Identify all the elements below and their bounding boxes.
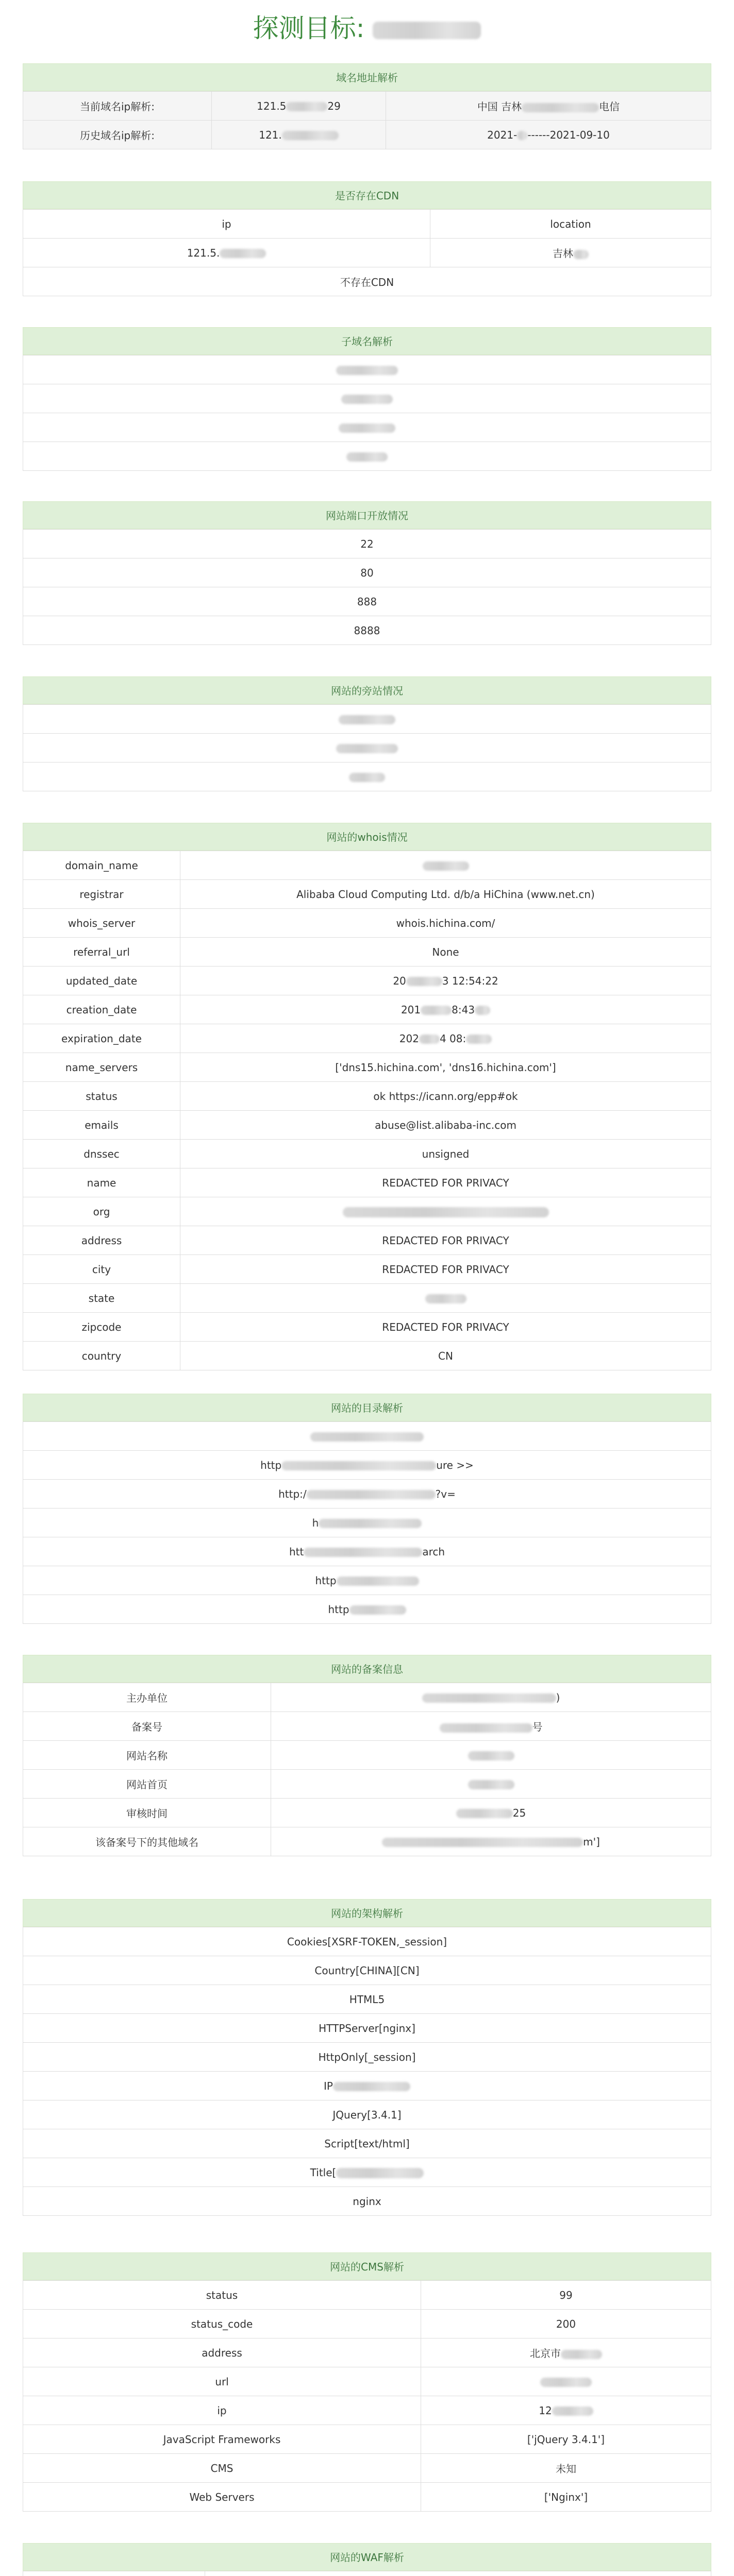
table-row (23, 1683, 711, 1712)
field-value: 200 (421, 2310, 711, 2338)
field-value: ok https://icann.org/epp#ok (180, 1082, 711, 1111)
list-item: htt arch (23, 1537, 711, 1566)
ip-value: 121.5. (23, 239, 430, 267)
field-value: REDACTED FOR PRIVACY (180, 1255, 711, 1284)
table-row (23, 967, 711, 995)
field-value: 20 3 12:54:22 (180, 967, 711, 995)
field-key: Web Servers (23, 2483, 421, 2512)
list-item (23, 530, 711, 558)
table-row (23, 1024, 711, 1053)
table-row (23, 1168, 711, 1197)
section-waf (23, 2543, 711, 2576)
row-label: 历史域名ip解析: (23, 121, 212, 149)
table-row (23, 2454, 711, 2483)
field-key (23, 2571, 205, 2576)
list-item: h (23, 1509, 711, 1537)
port-value: 8888 (23, 616, 711, 645)
field-key: name_servers (23, 1053, 180, 1082)
list-item (23, 705, 711, 734)
table-row (23, 1053, 711, 1082)
field-value (205, 2571, 711, 2576)
section-title: 网站的WAF解析 (23, 2543, 711, 2571)
table-row (23, 1827, 711, 1856)
column-header: location (430, 210, 711, 239)
field-key: JavaScript Frameworks (23, 2425, 421, 2454)
table-row (23, 1313, 711, 1342)
section-title: 网站的CMS解析 (23, 2252, 711, 2280)
table-row (23, 2425, 711, 2454)
port-value: 22 (23, 530, 711, 558)
field-value: ) (271, 1683, 711, 1712)
list-item: IP (23, 2072, 711, 2100)
redacted-value (339, 715, 395, 724)
field-value: ['jQuery 3.4.1'] (421, 2425, 711, 2454)
field-value: REDACTED FOR PRIVACY (180, 1168, 711, 1197)
section-directories (23, 1394, 711, 1624)
table-row (23, 1197, 711, 1226)
field-value (180, 1197, 711, 1226)
list-item (23, 384, 711, 413)
field-key: status_code (23, 2310, 421, 2338)
table-row (23, 239, 711, 267)
field-value (271, 1770, 711, 1799)
field-key: city (23, 1255, 180, 1284)
section-ports (23, 501, 711, 645)
field-key: 备案号 (23, 1712, 271, 1741)
field-value: None (180, 938, 711, 967)
field-key: dnssec (23, 1140, 180, 1168)
field-key: updated_date (23, 967, 180, 995)
section-title: 网站端口开放情况 (23, 501, 711, 529)
section-title: 网站的架构解析 (23, 1899, 711, 1927)
field-key: creation_date (23, 995, 180, 1024)
field-key: domain_name (23, 851, 180, 880)
table-row (23, 2367, 711, 2396)
field-key: url (23, 2367, 421, 2396)
list-item: nginx (23, 2187, 711, 2216)
field-value (180, 1284, 711, 1313)
field-value: 201 8:43 (180, 995, 711, 1024)
ip-value: 121.5 29 (212, 92, 386, 121)
field-key: zipcode (23, 1313, 180, 1342)
table-row (23, 1255, 711, 1284)
field-key: org (23, 1197, 180, 1226)
table-row (23, 995, 711, 1024)
table-row (23, 2396, 711, 2425)
list-item (23, 355, 711, 384)
field-key: 网站名称 (23, 1741, 271, 1770)
field-key: referral_url (23, 938, 180, 967)
field-key: status (23, 2281, 421, 2310)
list-item (23, 413, 711, 442)
field-key: 该备案号下的其他域名 (23, 1827, 271, 1856)
list-item: Cookies[XSRF-TOKEN,_session] (23, 1927, 711, 1956)
field-key: state (23, 1284, 180, 1313)
field-key: status (23, 1082, 180, 1111)
redacted-value (349, 773, 385, 782)
date-range-value: 2021- ------2021-09-10 (386, 121, 711, 149)
field-value: m'] (271, 1827, 711, 1856)
field-value (180, 851, 711, 880)
location-value: 中国 吉林 电信 (386, 92, 711, 121)
table-row (23, 2571, 711, 2576)
list-item: Script[text/html] (23, 2129, 711, 2158)
field-value: ['Nginx'] (421, 2483, 711, 2512)
redacted-value (336, 366, 398, 375)
field-key: expiration_date (23, 1024, 180, 1053)
table-row (23, 1284, 711, 1313)
field-value: ['dns15.hichina.com', 'dns16.hichina.com'] (180, 1053, 711, 1082)
list-item: Title[ (23, 2158, 711, 2187)
section-ip-resolution (23, 63, 711, 149)
section-title: 子域名解析 (23, 327, 711, 355)
redacted-value (336, 744, 398, 753)
field-value: 北京市 (421, 2338, 711, 2367)
redacted-value (341, 395, 393, 404)
table-row (23, 1342, 711, 1370)
list-item: http (23, 1595, 711, 1624)
table-row (23, 1799, 711, 1827)
table-row (23, 1712, 711, 1741)
section-subdomains (23, 327, 711, 471)
field-key: country (23, 1342, 180, 1370)
table-row (23, 92, 711, 121)
field-key: address (23, 2338, 421, 2367)
section-title: 网站的备案信息 (23, 1655, 711, 1683)
port-value: 80 (23, 558, 711, 587)
table-row (23, 1741, 711, 1770)
redacted-value (346, 452, 388, 462)
section-icp (23, 1655, 711, 1856)
field-key: CMS (23, 2454, 421, 2483)
field-value: 号 (271, 1712, 711, 1741)
field-key: registrar (23, 880, 180, 909)
field-key: 主办单位 (23, 1683, 271, 1712)
field-key: name (23, 1168, 180, 1197)
field-value: 12 (421, 2396, 711, 2425)
table-row (23, 1140, 711, 1168)
list-item (23, 558, 711, 587)
table-row (23, 1082, 711, 1111)
table-row (23, 880, 711, 909)
table-row (23, 2281, 711, 2310)
field-value: REDACTED FOR PRIVACY (180, 1226, 711, 1255)
field-value: 25 (271, 1799, 711, 1827)
section-side-sites (23, 676, 711, 791)
section-cdn (23, 181, 711, 296)
list-item: HttpOnly[_session] (23, 2043, 711, 2072)
section-title: 是否存在CDN (23, 181, 711, 209)
field-value: REDACTED FOR PRIVACY (180, 1313, 711, 1342)
column-header: ip (23, 210, 430, 239)
list-item: http (23, 1566, 711, 1595)
list-item: HTTPServer[nginx] (23, 2014, 711, 2043)
redacted-value (339, 423, 395, 433)
table-row (23, 267, 711, 296)
redacted-target (373, 22, 481, 39)
section-title: 域名地址解析 (23, 63, 711, 91)
field-value: whois.hichina.com/ (180, 909, 711, 938)
table-row (23, 938, 711, 967)
section-title: 网站的旁站情况 (23, 676, 711, 704)
table-row (23, 1770, 711, 1799)
list-item: http:/ ?v= (23, 1480, 711, 1509)
location-value: 吉林 (430, 239, 711, 267)
list-item (23, 1422, 711, 1451)
field-key: 审核时间 (23, 1799, 271, 1827)
table-row (23, 2338, 711, 2367)
field-value (421, 2367, 711, 2396)
field-key: whois_server (23, 909, 180, 938)
list-item: Country[CHINA][CN] (23, 1956, 711, 1985)
field-value (271, 1741, 711, 1770)
field-key: 网站首页 (23, 1770, 271, 1799)
field-value: 99 (421, 2281, 711, 2310)
field-value: 未知 (421, 2454, 711, 2483)
field-value: Alibaba Cloud Computing Ltd. d/b/a HiChina (www.net.cn) (180, 880, 711, 909)
table-row (23, 2310, 711, 2338)
table-header-row (23, 210, 711, 239)
table-row (23, 121, 711, 149)
section-title: 网站的目录解析 (23, 1394, 711, 1421)
list-item (23, 734, 711, 762)
cdn-result: 不存在CDN (23, 267, 711, 296)
table-row (23, 1226, 711, 1255)
section-cms (23, 2252, 711, 2512)
section-framework (23, 1899, 711, 2216)
port-value: 888 (23, 587, 711, 616)
field-value: unsigned (180, 1140, 711, 1168)
field-value: 202 4 08: (180, 1024, 711, 1053)
section-title: 网站的whois情况 (23, 823, 711, 851)
list-item: JQuery[3.4.1] (23, 2100, 711, 2129)
list-item (23, 762, 711, 791)
list-item: http ure >> (23, 1451, 711, 1480)
table-row (23, 851, 711, 880)
list-item (23, 616, 711, 645)
table-row (23, 2483, 711, 2512)
list-item (23, 587, 711, 616)
table-row (23, 909, 711, 938)
field-value: CN (180, 1342, 711, 1370)
field-value: abuse@list.alibaba-inc.com (180, 1111, 711, 1140)
row-label: 当前域名ip解析: (23, 92, 212, 121)
page-title: 探测目标: (0, 0, 734, 57)
field-key: emails (23, 1111, 180, 1140)
section-whois (23, 823, 711, 1370)
table-row (23, 1111, 711, 1140)
ip-value: 121. (212, 121, 386, 149)
field-key: ip (23, 2396, 421, 2425)
list-item (23, 442, 711, 471)
field-key: address (23, 1226, 180, 1255)
list-item: HTML5 (23, 1985, 711, 2014)
